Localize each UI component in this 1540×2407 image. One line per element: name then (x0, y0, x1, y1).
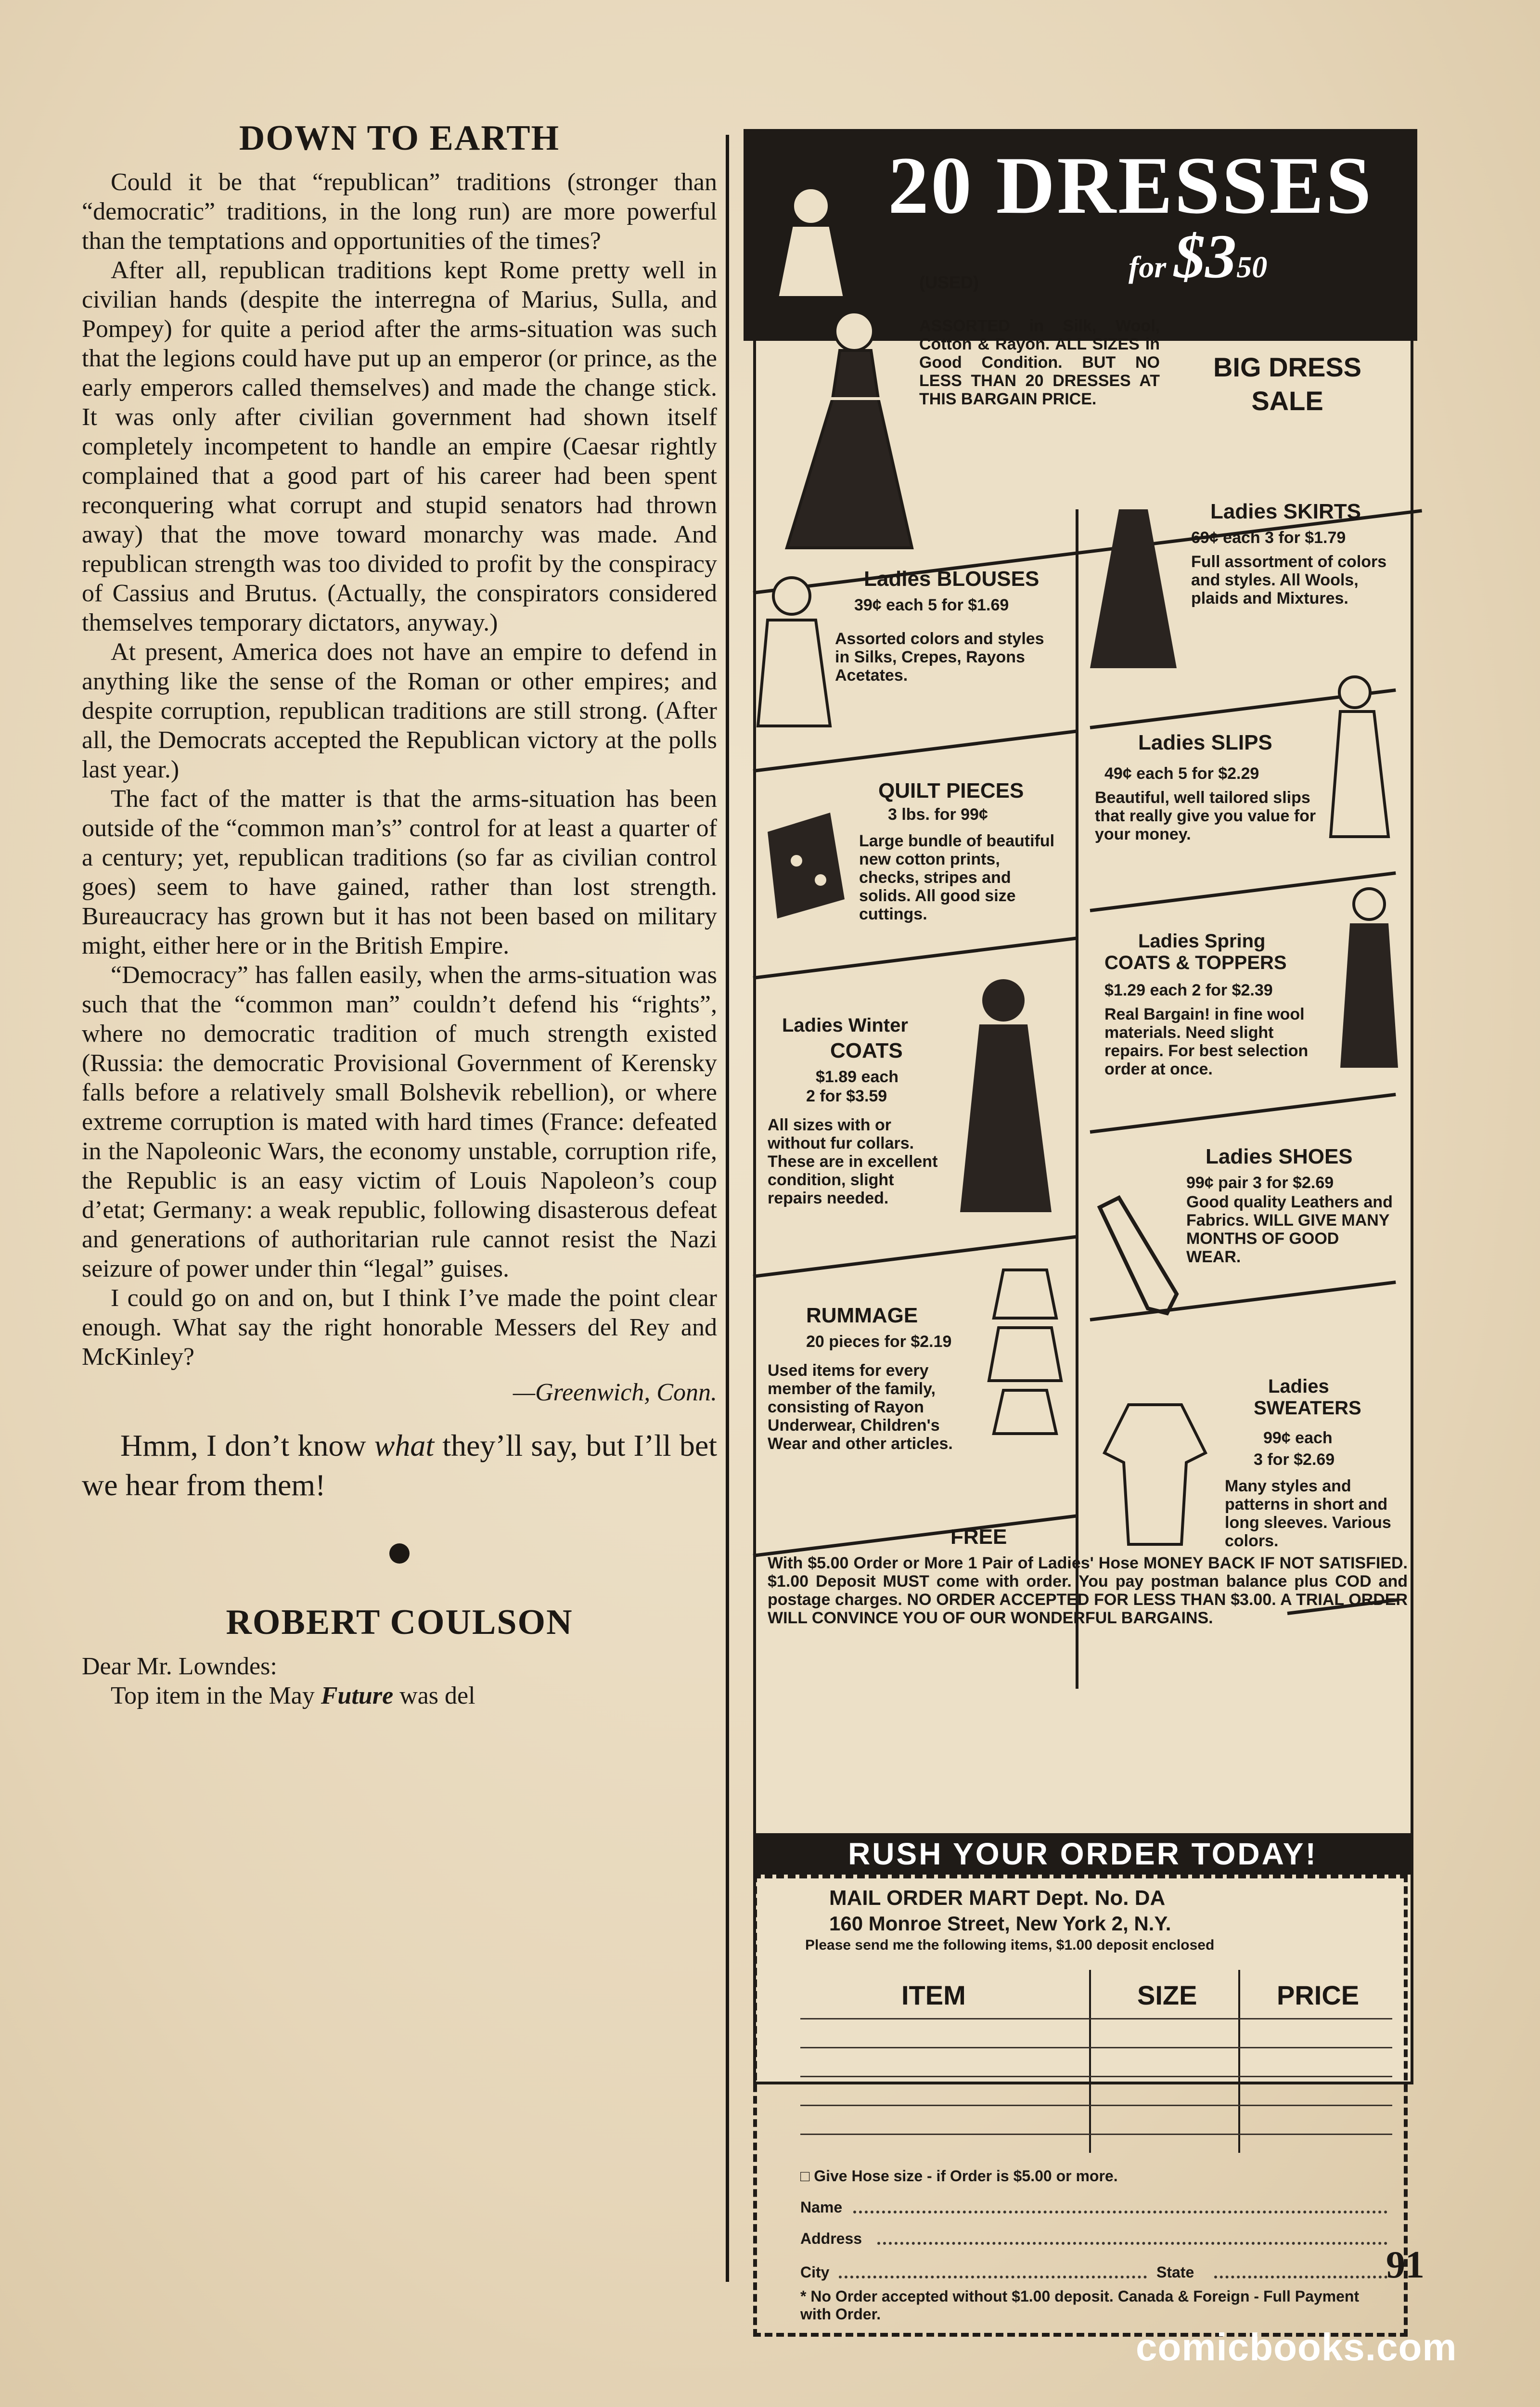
last-line-text-1: Top item in the May (111, 1682, 321, 1709)
skirt-illustration (1085, 505, 1181, 678)
slips-title: Ladies SLIPS (1138, 731, 1272, 754)
column-size: SIZE (1137, 1980, 1197, 2010)
quilt-illustration (758, 803, 849, 928)
shoes-price: 99¢ pair 3 for $2.69 (1186, 1174, 1334, 1192)
page-number: 91 (1386, 2244, 1424, 2286)
quilt-price: 3 lbs. for 99¢ (888, 805, 988, 824)
column-item: ITEM (901, 1980, 966, 2010)
reply-emphasis: what (374, 1428, 435, 1462)
rush-order-banner: RUSH YOUR ORDER TODAY! (753, 1833, 1412, 1875)
coupon-col-rule-2 (1238, 1970, 1240, 2153)
coupon-line-3[interactable] (800, 2076, 1392, 2077)
skirts-title: Ladies SKIRTS (1210, 500, 1361, 523)
spring-coats-price: $1.29 each 2 for $2.39 (1104, 981, 1273, 999)
ad-price-cents: 50 (1236, 250, 1268, 284)
letter-paragraph-1: Could it be that “republican” traditions (stronger than “democratic” traditions, in the long run) are more powerful than the temptations and opportunities of the times? (82, 168, 717, 255)
letter-paragraph-6: I could go on and on, but I think I’ve made the point clear enough. What say the right honorable Messers del Rey and McKinley? (82, 1284, 717, 1371)
rummage-title: RUMMAGE (806, 1304, 918, 1327)
winter-coats-title-2: COATS (830, 1039, 903, 1062)
rummage-illustration (984, 1260, 1066, 1443)
winter-coat-illustration (950, 971, 1061, 1222)
skirts-price: 69¢ each 3 for $1.79 (1191, 529, 1346, 547)
coupon-col-rule-1 (1089, 1970, 1091, 2153)
name-field[interactable] (853, 2211, 1387, 2213)
winter-coats-title-1: Ladies Winter (782, 1015, 908, 1036)
slips-price: 49¢ each 5 for $2.29 (1104, 764, 1259, 783)
section-bullet (389, 1543, 410, 1564)
coupon-address: 160 Monroe Street, New York 2, N.Y. (829, 1912, 1171, 1935)
letter-heading-robert-coulson: ROBERT COULSON (226, 1603, 573, 1642)
site-watermark: comicbooks.com (1136, 2326, 1457, 2368)
dresses-used-label: (USED) (919, 272, 979, 292)
slips-description: Beautiful, well tailored slips that really give you value for your money. (1095, 789, 1316, 843)
shoes-description: Good quality Leathers and Fabrics. WILL GIVE MANY MONTHS OF GOOD WEAR. (1186, 1193, 1393, 1266)
winter-coats-description: All sizes with or without fur collars. These are in excellent condition, slight repairs needed. (768, 1116, 938, 1207)
letter-paragraph-4: The fact of the matter is that the arms-situation has been outside of the “common man’s” control for at least a quarter of a century; yet, republican traditions (so far as civilian control goes) seem to have gained, rather than lost strength. Bureaucracy has grown but it has not been based on military might, either here or in the British Empire. (82, 785, 717, 959)
last-line-emphasis: Future (321, 1682, 394, 1709)
ad-price (1129, 220, 1267, 293)
coupon-line-5[interactable] (800, 2134, 1392, 2135)
letter-paragraph-3: At present, America does not have an empire to defend in anything like the sense of the Roman or other empires; and despite corruption, republican traditions are still strong. (After all, the Democrats accepted the Republican victory at the polls last year.) (82, 638, 717, 783)
big-dress-sale (1191, 350, 1384, 418)
rummage-price: 20 pieces for $2.19 (806, 1333, 952, 1351)
slip-illustration (1321, 673, 1393, 846)
reply-text-2: they’ll say, but I’ll bet we hear from them! (82, 1428, 718, 1502)
ad-price-dollars: $3 (1174, 222, 1237, 291)
quilt-description: Large bundle of beautiful new cotton prints, checks, stripes and solids. All good size cuttings. (859, 832, 1055, 923)
coupon-line-2[interactable] (800, 2047, 1392, 2048)
sweaters-price-1: 99¢ each (1263, 1429, 1333, 1447)
spring-coats-description: Real Bargain! in fine wool materials. Need slight repairs. For best selection order at once. (1104, 1005, 1309, 1078)
winter-coats-price-2: 2 for $3.59 (806, 1087, 887, 1105)
sweaters-description: Many styles and patterns in short and long sleeves. Various colors. (1225, 1477, 1391, 1550)
editor-reply (82, 1426, 717, 1505)
big-sale-line-2: SALE (1251, 386, 1323, 416)
letters-column (82, 118, 717, 1710)
blouses-description: Assorted colors and styles in Silks, Crepes, Rayons Acetates. (835, 630, 1044, 685)
blouse-illustration (753, 572, 835, 736)
coupon-line-1[interactable] (800, 2018, 1392, 2019)
state-label: State (1156, 2264, 1194, 2281)
address-label: Address (800, 2230, 862, 2247)
ad-title: 20 DRESSES (888, 140, 1373, 231)
letter-paragraph-2: After all, republican traditions kept Rome pretty well in civilian hands (despite the interregna of Marius, Sulla, and Pompey) for quite a period after the arms-situation was such that the legions could have put up an emperor (or prince, as the early emperors called themselves) and made the change stick. It was only after civilian government had shown itself completely incompetent to handle an empire (Caesar rightly complained that a good part of his career had been spent reconquering what corrupt and stupid senators had thrown away) that the move toward monarchy was made. And republican strength was too divided to profit by the conspiracy of Cassius and Brutus. (Actually, the conspirators considered themselves temporary dictators, anyway.) (82, 257, 717, 636)
dresses-description: ASSORTED in Silk, Wool, Cotton & Rayon. ALL SIZES in Good Condition. BUT NO LESS THAN 20 DRESSES AT THIS BARGAIN PRICE. (919, 317, 1160, 408)
sweaters-price-2: 3 for $2.69 (1254, 1450, 1335, 1469)
sweaters-title-1: Ladies (1268, 1376, 1329, 1397)
letter-signature: —Greenwich, Conn. (513, 1379, 717, 1406)
coupon-instructions: Please send me the following items, $1.00 deposit enclosed (805, 1937, 1215, 1953)
ad-center-rule (1076, 509, 1078, 1689)
name-label: Name (800, 2199, 843, 2216)
letter-last-line (82, 1681, 717, 1710)
last-line-text-2: was del (393, 1682, 475, 1709)
free-title: FREE (950, 1525, 1007, 1549)
letter-heading-down-to-earth: DOWN TO EARTH (239, 118, 560, 158)
blouses-price: 39¢ each 5 for $1.69 (854, 596, 1009, 614)
shoes-title: Ladies SHOES (1206, 1145, 1353, 1168)
letter-paragraph-5: “Democracy” has fallen easily, when the arms-situation was such that the “common man” couldn’t defend his “rights”, where no democratic tradition of much strength existed (Russia: the democratic Provisional Government of Kerensky falls before a relatively small Bolshevik rebellion), or where extreme corruption is mated with hard times (France: defeated in the Napoleonic Wars, the economy unstable, corruption rife, the Republic is an easy victim of Louis Napoleon’s coup d’etat; Germany: a weak republic, following disasterous defeat and generations of authoritarian rule cannot resist the Nazi seizure of power under thin “legal” guises. (82, 961, 717, 1282)
spring-coats-title-1: Ladies Spring (1138, 931, 1266, 952)
quilt-title: QUILT PIECES (878, 779, 1024, 802)
coupon-company: MAIL ORDER MART Dept. No. DA (829, 1886, 1166, 1910)
coupon-line-4[interactable] (800, 2105, 1392, 2106)
blouses-title: Ladies BLOUSES (864, 567, 1040, 591)
big-sale-line-1: BIG DRESS (1213, 352, 1362, 382)
free-description: With $5.00 Order or More 1 Pair of Ladies' Hose MONEY BACK IF NOT SATISFIED. $1.00 Deposit MUST come with order. You pay postman balance plus COD and postage charges. NO ORDER ACCEPTED FOR LESS THAN $3.00. A TRIAL ORDER WILL CONVINCE YOU OF OUR WONDERFUL BARGAINS. (768, 1554, 1408, 1627)
skirts-description: Full assortment of colors and styles. All Wools, plaids and Mixtures. (1191, 553, 1387, 608)
letter-salutation: Dear Mr. Lowndes: (82, 1653, 277, 1680)
city-label: City (800, 2264, 830, 2281)
shoe-illustration (1090, 1188, 1186, 1323)
winter-coats-price-1: $1.89 each (816, 1068, 899, 1086)
ad-price-for: for (1129, 250, 1174, 284)
coupon-note: * No Order accepted without $1.00 deposit. Canada & Foreign - Full Payment with Order. (800, 2288, 1360, 2323)
sweaters-title-2: SWEATERS (1254, 1398, 1361, 1419)
dress-figures-illustration (758, 172, 917, 557)
hose-size-checkbox[interactable]: □ Give Hose size - if Order is $5.00 or more. (800, 2167, 1118, 2185)
rummage-description: Used items for every member of the family, consisting of Rayon Underwear, Children's Wear and other articles. (768, 1361, 953, 1453)
state-field[interactable] (1214, 2276, 1387, 2278)
address-field[interactable] (877, 2242, 1387, 2245)
reply-text-1: Hmm, I don’t know (120, 1428, 374, 1462)
order-coupon (753, 1875, 1408, 2337)
topper-illustration (1335, 885, 1403, 1077)
spring-coats-title-2: COATS & TOPPERS (1104, 952, 1287, 973)
city-field[interactable] (839, 2276, 1147, 2278)
column-price: PRICE (1277, 1980, 1360, 2010)
sweater-illustration (1100, 1395, 1210, 1554)
column-divider (726, 135, 729, 2282)
